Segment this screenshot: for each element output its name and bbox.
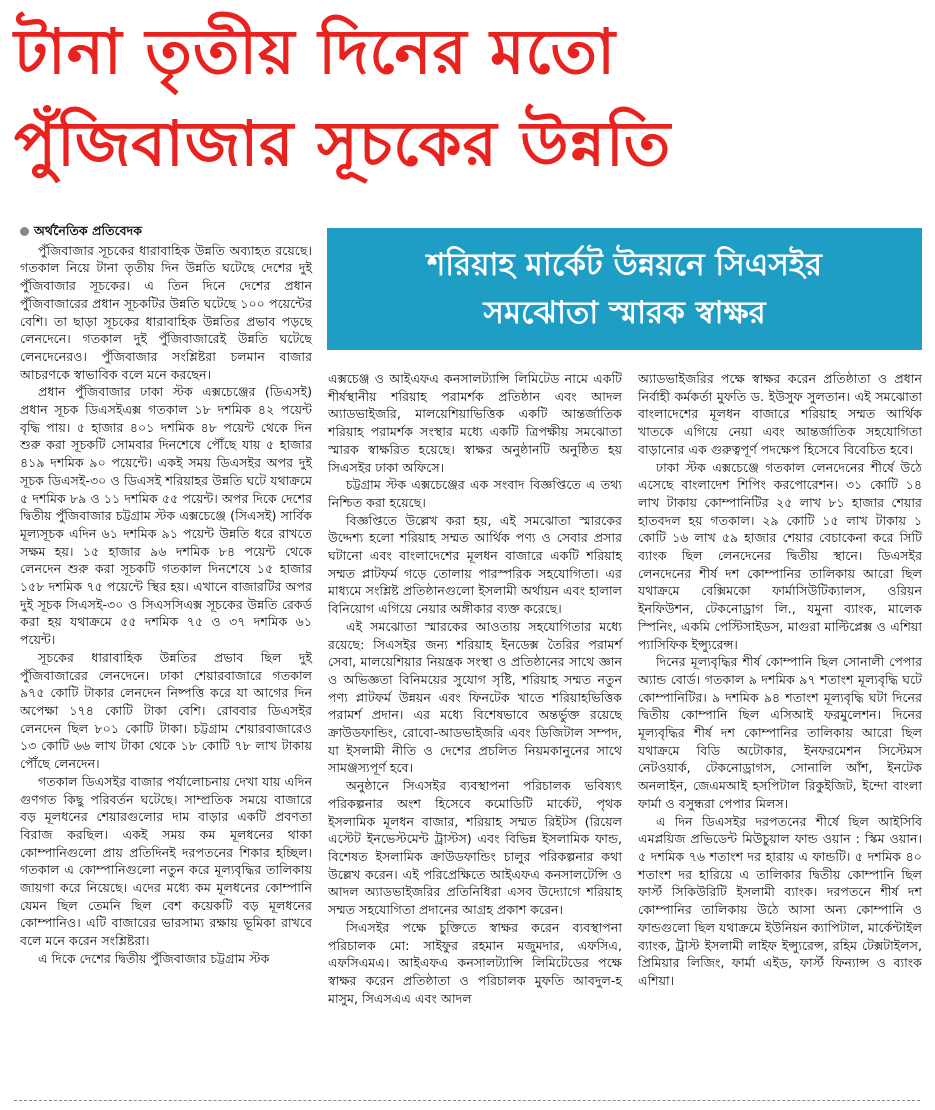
bottom-divider — [14, 1100, 920, 1101]
paragraph: দিনের মূল্যবৃদ্ধির শীর্ষ কোম্পানি ছিল সোনালী পেপার অ্যান্ড বোর্ড। গতকাল ৯ দশমিক ৯৭ শতাংশ মূল্যবৃদ্ধি ঘটে কোম্পানিটির। ৯ দশমিক ৯৪ শতাংশ মূল্যবৃদ্ধি ঘটা দিনের দ্বিতীয় কোম্পানি ছিল এসিআই ফরমুলেশন। দিনের মূল্যবৃদ্ধির শীর্ষ দশ কোম্পানির তালিকায় আরো ছিল যথাক্রমে বিডি অটোকার, ইনফরমেশন সিস্টেমস নেটওয়ার্ক, টেকনোড্রাগস, সোনালি আঁশ, ইনটেক অনলাইন, জেএমআই হসপিটাল রিকুইজিট, ইন্দো বাংলা ফার্মা ও বসুন্ধরা পেপার মিলস। — [638, 654, 922, 811]
subheadline-box — [327, 228, 922, 350]
article-column-1 — [20, 222, 312, 968]
paragraph: প্রধান পুঁজিবাজার ঢাকা স্টক এক্সচেঞ্জের (ডিএসই) প্রধান সূচক ডিএসইএক্স গতকাল ১৮ দশমিক ৪২ পয়েন্ট বৃদ্ধি পায়। ৫ হাজার ৪০১ দশমিক ৪৮ পয়েন্ট থেকে দিন শুরু করা সূচকটি সোমবার দিনশেষে পৌঁছে যায় ৫ হাজার ৪১৯ দশমিক ৯০ পয়েন্টে। একই সময় ডিএসইর অপর দুই সূচক ডিএসই-৩০ ও ডিএসই শরিয়াহর উন্নতি ঘটে যথাক্রমে ৫ দশমিক ৮৯ ও ১১ দশমিক ৫৫ পয়েন্ট। অপর দিকে দেশের দ্বিতীয় পুঁজিবাজার চট্টগ্রাম স্টক এক্সচেঞ্জে (সিএসই) সার্বিক মূল্যসূচক এদিন ৬১ দশমিক ৯১ পয়েন্ট উন্নতি ধরে রাখতে সক্ষম হয়। ১৫ হাজার ৯৬ দশমিক ৮৪ পয়েন্ট থেকে লেনদেন শুরু করা সূচকটি গতকাল দিনশেষে ১৫ হাজার ১৫৮ দশমিক ৭৫ পয়েন্টে স্থির হয়। এখানে বাজারটির অপর দুই সূচক সিএসই-৩০ ও সিএসসিএক্স সূচকের উন্নতি রেকর্ড করা হয় যথাক্রমে ৫৫ দশমিক ৭৫ ও ৩৭ দশমিক ৬১ পয়েন্ট। — [20, 384, 312, 648]
paragraph: এ দিন ডিএসইর দরপতনের শীর্ষে ছিল আইসিবি এমপ্লয়িজ প্রভিডেন্ট মিউচুয়াল ফান্ড ওয়ান : স্কিম ওয়ান। ৫ দশমিক ৭৬ শতাংশ দর হারায় এ ফান্ডটি। ৫ দশমিক ৪০ শতাংশ দর হারিয়ে এ তালিকার দ্বিতীয় কোম্পানি ছিল ফার্স্ট সিকিউরিটি ইসলামী ব্যাংক। দরপতনে শীর্ষ দশ কোম্পানির তালিকায় উঠে আসা অন্য কোম্পানি ও ফান্ডগুলো ছিল যথাক্রমে ইউনিয়ন ক্যাপিটাল, মার্কেন্টাইল ব্যাংক, ট্রাস্ট ইসলামী লাইফ ইন্স্যুরেন্স, রহিম টেক্সটাইলস, প্রিমিয়ার লিজিং, ফার্মা এইড, ফার্স্ট ফিন্যান্স ও ব্যাংক এশিয়া। — [638, 813, 922, 988]
article-column-2 — [328, 370, 622, 1007]
paragraph: ঢাকা স্টক এক্সচেঞ্জে গতকাল লেনদেনের শীর্ষে উঠে এসেছে বাংলাদেশ শিপিং করপোরেশন। ৩১ কোটি ১৪ লাখ টাকায় কোম্পানিটির ২৫ লাখ ৮১ হাজার শেয়ার হাতবদল হয় গতকাল। ২৯ কোটি ১৫ লাখ টাকায় ১ কোটি ১৬ লাখ ৫৯ হাজার শেয়ার বেচাকেনা করে সিটি ব্যাংক ছিল লেনদেনের দ্বিতীয় স্থানে। ডিএসইর লেনদেনের শীর্ষ দশ কোম্পানির তালিকায় আরো ছিল যথাক্রমে বেক্সিমকো ফার্মাসিউটিক্যালস, ওরিয়ন ইনফিউশন, টেকনোড্রাগ লি., যমুনা ব্যাংক, মালেক স্পিনিং, একমি পেস্টিসাইডস, মাগুরা মাল্টিপ্লেক্স ও এশিয়া প্যাসিফিক ইন্স্যুরেন্স। — [638, 459, 922, 652]
paragraph: পুঁজিবাজার সূচকের ধারাবাহিক উন্নতি অব্যাহত রয়েছে। গতকাল নিয়ে টানা তৃতীয় দিন উন্নতি ঘটেছে দেশের দুই পুঁজিবাজার সূচকের। এ তিন দিনে দেশের প্রধান পুঁজিবাজারের প্রধান সূচকটির উন্নতি ঘটেছে ১০০ পয়েন্টের বেশি। তা ছাড়া সূচকের ধারাবাহিক উন্নতির প্রভাব পড়ছে লেনদেনে। গতকাল দুই পুঁজিবাজারেই উন্নতি ঘটেছে লেনদেনেরও। পুঁজিবাজার সংশ্লিষ্টরা চলমান বাজার আচরণকে স্বাভাবিক বলে মনে করছেন। — [20, 242, 312, 382]
bullet-icon — [20, 227, 29, 236]
paragraph: চট্টগ্রাম স্টক এক্সচেঞ্জের এক সংবাদ বিজ্ঞপ্তিতে এ তথ্য নিশ্চিত করা হয়েছে। — [328, 477, 622, 510]
headline-line-2: পুঁজিবাজার সূচকের উন্নতি — [14, 107, 672, 180]
paragraph: এই সমঝোতা স্মারকের আওতায় সহযোগিতার মধ্যে রয়েছে: সিএসইর জন্য শরিয়াহ ইনডেক্স তৈরির পরামর্শ সেবা, মালয়েশিয়ার নিয়ন্ত্রক সংস্থা ও প্রতিষ্ঠানের সাথে জ্ঞান ও অভিজ্ঞতা বিনিময়ের সুযোগ সৃষ্টি, শরিয়াহ সম্মত নতুন পণ্য প্লাটফর্ম উন্নয়ন এবং ফিনটেক খাতে শরিয়াহভিত্তিক পরামর্শ প্রদান। এর মধ্যে বিশেষভাবে অন্তর্ভুক্ত রয়েছে ক্রাউডফান্ডিং, রোবো-আডভাইজরি এবং ডিজিটাল সম্পদ, যা ইসলামী নীতি ও দেশের প্রচলিত নিয়মকানুনের সাথে সামঞ্জস্যপূর্ণ হবে। — [328, 618, 622, 776]
paragraph: এক্সচেঞ্জ ও আইএফএ কনসালট্যান্সি লিমিটেড নামে একটি শীর্ষস্থানীয় শরিয়াহ পরামর্শক প্রতিষ্ঠান এবং আদল অ্যাডভাইজরি, মালয়েশিয়াভিত্তিক একটি আন্তর্জাতিক শরিয়াহ পরামর্শক সংস্থার মধ্যে একটি ত্রিপক্ষীয় সমঝোতা স্মারক স্বাক্ষরিত হয়েছে। স্বাক্ষর অনুষ্ঠানটি অনুষ্ঠিত হয় সিএসইর ঢাকা অফিসে। — [328, 371, 622, 475]
headline-line-1: টানা তৃতীয় দিনের মতো — [14, 15, 616, 88]
headline — [14, 6, 919, 190]
paragraph: বিজ্ঞপ্তিতে উল্লেখ করা হয়, এই সমঝোতা স্মারকের উদ্দেশ্য হলো শরিয়াহ সম্মত আর্থিক পণ্য ও সেবার প্রসার ঘটানো এবং বাংলাদেশের মূলধন বাজারে একটি শরিয়াহ সম্মত প্লাটফর্ম গড়ে তোলায় পারস্পরিক সহযোগিতা। এর মাধ্যমে সংশ্লিষ্ট প্রতিষ্ঠানগুলো ইসলামী অর্থায়ন এবং হালাল বিনিয়োগ এগিয়ে নেয়ার অঙ্গীকার ব্যক্ত করেছে। — [328, 512, 622, 617]
byline — [20, 222, 312, 240]
paragraph: সূচকের ধারাবাহিক উন্নতির প্রভাব ছিল দুই পুঁজিবাজারের লেনদেনে। ঢাকা শেয়ারবাজারে গতকাল ৯৭৫ কোটি টাকার লেনদেন নিষ্পত্তি করে যা আগের দিন অপেক্ষা ১৭৪ কোটি টাকা বেশি। রোববার ডিএসইর লেনদেন ছিল ৮০১ কোটি টাকা। চট্টগ্রাম শেয়ারবাজারেও ১৩ কোটি ৬৬ লাখ টাকা থেকে ১৮ কোটি ৭৮ লাখ টাকায় পৌঁছে লেনদেন। — [20, 649, 312, 772]
paragraph: অ্যাডভাইজরির পক্ষে স্বাক্ষর করেন প্রতিষ্ঠাতা ও প্রধান নির্বাহী কর্মকর্তা মুফতি ড. ইউসুফ সুলতান। এই সমঝোতা বাংলাদেশের মূলধন বাজারে শরিয়াহ সম্মত আর্থিক খাতকে এগিয়ে নেয়া এবং আন্তর্জাতিক সহযোগিতা বাড়ানোর এক গুরুত্বপূর্ণ পদক্ষেপ হিসেবে বিবেচিত হবে। — [638, 371, 922, 457]
paragraph: সিএসইর পক্ষে চুক্তিতে স্বাক্ষর করেন ব্যবস্থাপনা পরিচালক মো: সাইফুর রহমান মজুমদার, এফসিএ, এফসিএমএ। আইএফএ কনসালট্যান্সি লিমিটেডের পক্ষে স্বাক্ষর করেন প্রতিষ্ঠাতা ও পরিচালক মুফতি আবদুল-হ মাসুম, সিএসএএ এবং আদল — [328, 919, 622, 1006]
paragraph: এ দিকে দেশের দ্বিতীয় পুঁজিবাজার চট্টগ্রাম স্টক — [38, 950, 270, 966]
paragraph: গতকাল ডিএসইর বাজার পর্যালোচনায় দেখা যায় এদিন গুণগত কিছু পরিবর্তন ঘটেছে। সাম্প্রতিক সময়ে বাজারে বড় মূলধনের শেয়ারগুলোর দাম বাড়ার একটি প্রবণতা বিরাজ করছিল। একই সময় কম মূলধনের থাকা কোম্পানিগুলো প্রায় প্রতিদিনই দরপতনের শিকার হচ্ছিল। গতকাল এ কোম্পানিগুলো নতুন করে মূল্যবৃদ্ধির তালিকায় জায়গা করে নিয়েছে। এদের মধ্যে কম মূলধনের কোম্পানি যেমন ছিল তেমনি ছিল বেশ কয়েকটি বড় মূলধনের কোম্পানিও। এটি বাজারের ভারসাম্য রক্ষায় ভূমিকা রাখবে বলে মনে করেন সংশ্লিষ্টরা। — [20, 773, 312, 949]
reporter-name: অর্থনৈতিক প্রতিবেদক — [34, 223, 143, 238]
subheadline-line-1: শরিয়াহ মার্কেট উন্নয়নে সিএসইর — [426, 247, 823, 283]
subheadline-line-2: সমঝোতা স্মারক স্বাক্ষর — [483, 295, 766, 331]
article-column-3 — [638, 370, 922, 990]
paragraph: অনুষ্ঠানে সিএসইর ব্যবস্থাপনা পরিচালক ভবিষ্যৎ পরিকল্পনার অংশ হিসেবে কমোডিটি মার্কেট, পৃথক ইসলামিক মূলধন বাজার, শরিয়াহ সম্মত রিইটস (রিয়েল এস্টেট ইনভেস্টমেন্ট ট্রাস্টস) এবং বিভিন্ন ইসলামিক ফান্ড, বিশেষত ইসলামিক ক্রাউডফান্ডিং চালুর পরিকল্পনার কথা উল্লেখ করেন। এই পরিপ্রেক্ষিতে আইএফএ কনসালটেন্সি ও আদল অ্যাডভাইজরির প্রতিনিধিরা এসব উদ্যোগে শরিয়াহ সম্মত সহযোগিতা প্রদানের আগ্রহ প্রকাশ করেন। — [328, 778, 622, 918]
